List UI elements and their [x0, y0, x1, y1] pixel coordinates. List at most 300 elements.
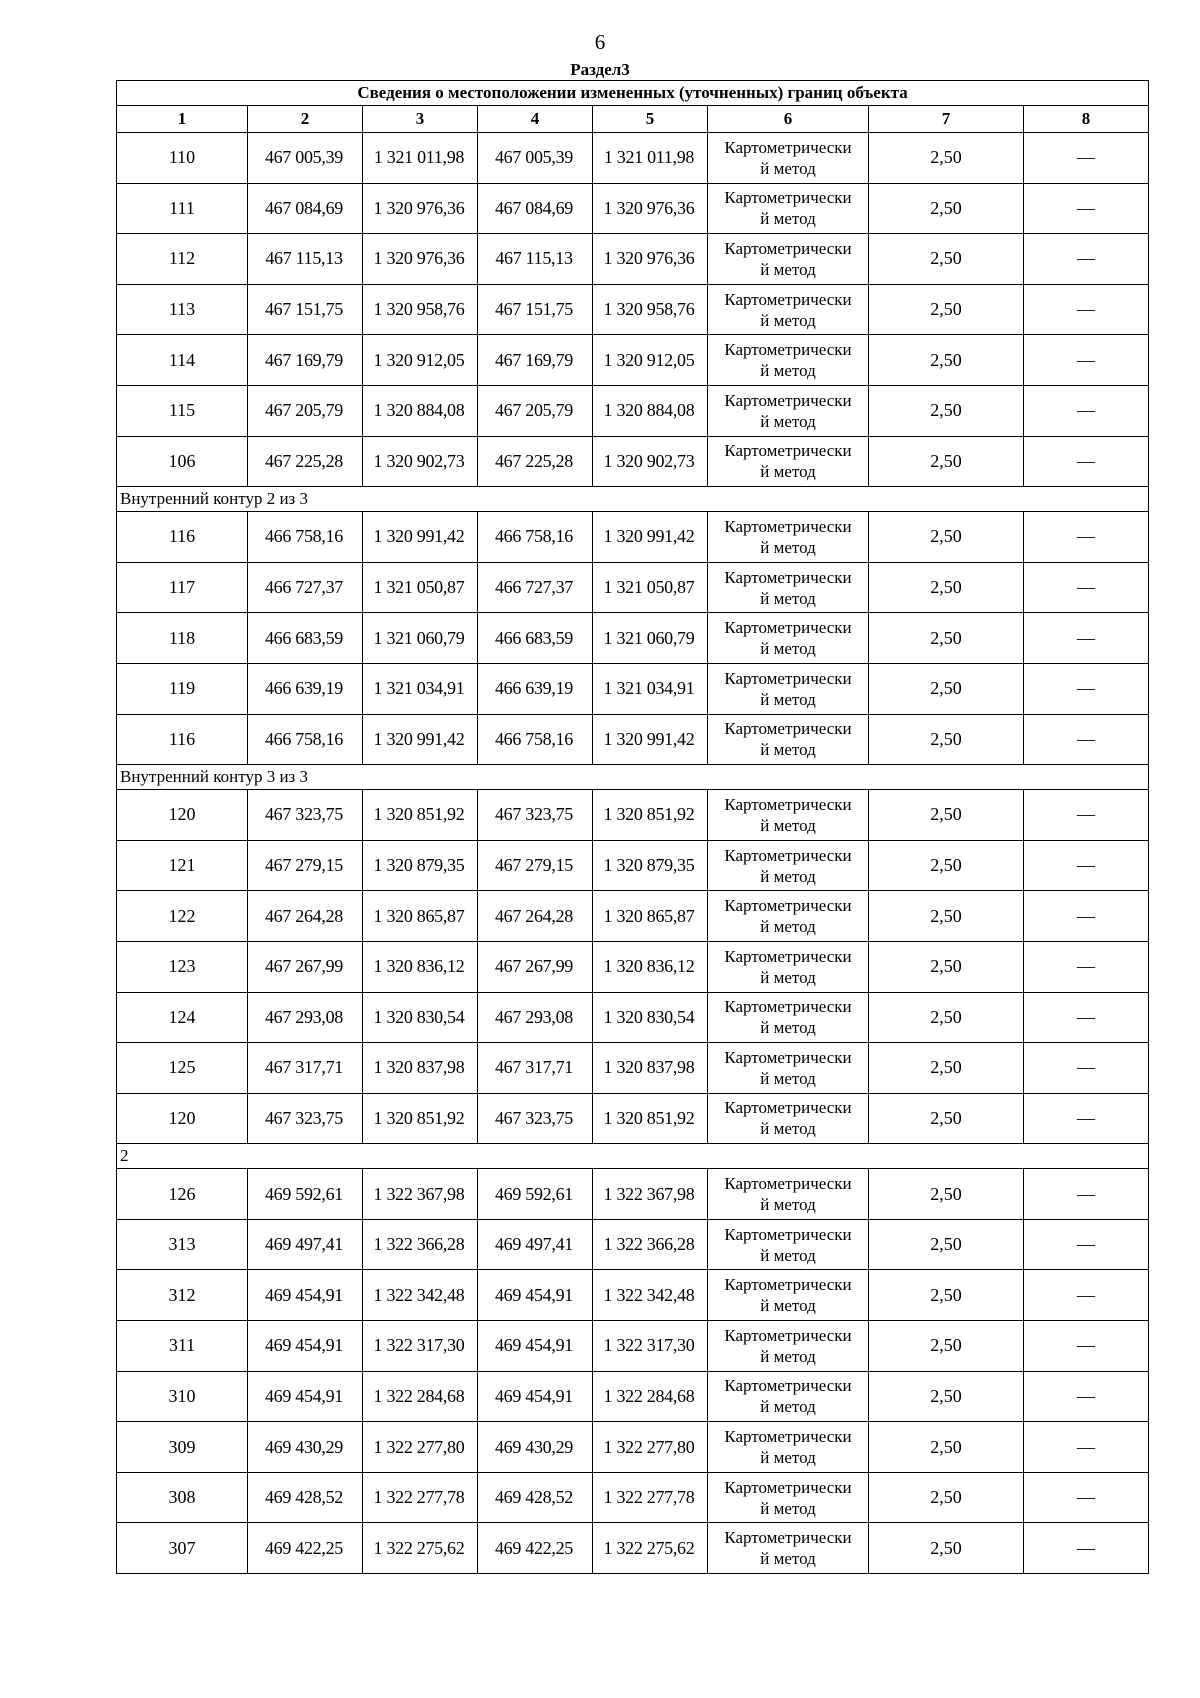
x-refined-cell: 467 151,75: [478, 284, 593, 335]
point-number-cell: 116: [117, 512, 248, 563]
table-row: [117, 1169, 1149, 1220]
x-existing-cell: 469 428,52: [248, 1472, 363, 1523]
x-refined-cell: 467 323,75: [478, 1093, 593, 1144]
x-refined-cell: 466 683,59: [478, 613, 593, 664]
method-cell: [708, 1472, 869, 1523]
method-line-1: Картометрически: [724, 1427, 852, 1447]
method-line-1: Картометрически: [724, 1174, 852, 1194]
y-existing-cell: 1 320 865,87: [363, 891, 478, 942]
y-refined-cell: 1 320 958,76: [593, 284, 708, 335]
y-existing-cell: 1 320 991,42: [363, 512, 478, 563]
point-number-cell: 116: [117, 714, 248, 765]
accuracy-cell: 2,50: [869, 663, 1024, 714]
accuracy-cell: 2,50: [869, 891, 1024, 942]
y-refined-cell: 1 322 367,98: [593, 1169, 708, 1220]
x-existing-cell: 469 430,29: [248, 1422, 363, 1473]
point-number-cell: 311: [117, 1321, 248, 1372]
x-existing-cell: 469 497,41: [248, 1219, 363, 1270]
x-refined-cell: 467 317,71: [478, 1043, 593, 1094]
y-existing-cell: 1 322 277,78: [363, 1472, 478, 1523]
point-number-cell: 308: [117, 1472, 248, 1523]
method-cell: [708, 1093, 869, 1144]
x-refined-cell: 469 422,25: [478, 1523, 593, 1574]
x-existing-cell: 467 115,13: [248, 234, 363, 285]
y-existing-cell: 1 321 011,98: [363, 133, 478, 184]
method-line-2: й метод: [760, 537, 816, 557]
table-row: [117, 436, 1149, 487]
method-line-1: Картометрически: [724, 289, 852, 309]
x-existing-cell: 467 225,28: [248, 436, 363, 487]
note-cell: —: [1024, 234, 1149, 285]
method-line-1: Картометрически: [724, 1477, 852, 1497]
y-refined-cell: 1 321 050,87: [593, 562, 708, 613]
column-number: 5: [593, 106, 708, 133]
y-refined-cell: 1 320 884,08: [593, 385, 708, 436]
y-existing-cell: 1 320 976,36: [363, 234, 478, 285]
note-cell: —: [1024, 1371, 1149, 1422]
note-cell: —: [1024, 1270, 1149, 1321]
method-line-2: й метод: [760, 1397, 816, 1417]
x-refined-cell: 466 639,19: [478, 663, 593, 714]
point-number-cell: 113: [117, 284, 248, 335]
y-refined-cell: 1 322 284,68: [593, 1371, 708, 1422]
accuracy-cell: 2,50: [869, 992, 1024, 1043]
method-line-2: й метод: [760, 411, 816, 431]
x-existing-cell: 467 151,75: [248, 284, 363, 335]
table-row: [117, 663, 1149, 714]
y-refined-cell: 1 320 991,42: [593, 714, 708, 765]
note-cell: —: [1024, 1169, 1149, 1220]
note-cell: —: [1024, 1093, 1149, 1144]
accuracy-cell: 2,50: [869, 1321, 1024, 1372]
method-line-2: й метод: [760, 1195, 816, 1215]
note-cell: —: [1024, 335, 1149, 386]
note-cell: —: [1024, 133, 1149, 184]
table-row: [117, 1219, 1149, 1270]
x-refined-cell: 466 758,16: [478, 714, 593, 765]
note-cell: —: [1024, 1219, 1149, 1270]
x-refined-cell: 467 267,99: [478, 941, 593, 992]
table-row: [117, 891, 1149, 942]
y-existing-cell: 1 320 851,92: [363, 1093, 478, 1144]
method-cell: [708, 1219, 869, 1270]
note-cell: —: [1024, 183, 1149, 234]
y-refined-cell: 1 320 851,92: [593, 790, 708, 841]
x-existing-cell: 469 454,91: [248, 1321, 363, 1372]
method-cell: [708, 891, 869, 942]
method-line-2: й метод: [760, 639, 816, 659]
x-existing-cell: 467 169,79: [248, 335, 363, 386]
method-line-2: й метод: [760, 1119, 816, 1139]
method-cell: [708, 335, 869, 386]
note-cell: —: [1024, 1043, 1149, 1094]
point-number-cell: 121: [117, 840, 248, 891]
x-refined-cell: 469 454,91: [478, 1270, 593, 1321]
method-line-2: й метод: [760, 1245, 816, 1265]
y-existing-cell: 1 322 275,62: [363, 1523, 478, 1574]
y-existing-cell: 1 320 837,98: [363, 1043, 478, 1094]
method-line-2: й метод: [760, 361, 816, 381]
y-existing-cell: 1 322 277,80: [363, 1422, 478, 1473]
table-row: [117, 941, 1149, 992]
column-number-row: [117, 106, 1149, 133]
method-line-2: й метод: [760, 1296, 816, 1316]
y-existing-cell: 1 320 912,05: [363, 335, 478, 386]
point-number-cell: 120: [117, 1093, 248, 1144]
y-refined-cell: 1 320 991,42: [593, 512, 708, 563]
accuracy-cell: 2,50: [869, 133, 1024, 184]
method-cell: [708, 133, 869, 184]
table-row: [117, 335, 1149, 386]
y-refined-cell: 1 322 342,48: [593, 1270, 708, 1321]
y-existing-cell: 1 321 034,91: [363, 663, 478, 714]
table-header: [117, 81, 1149, 133]
point-number-cell: 307: [117, 1523, 248, 1574]
note-cell: —: [1024, 512, 1149, 563]
x-refined-cell: 467 264,28: [478, 891, 593, 942]
method-line-1: Картометрически: [724, 567, 852, 587]
method-line-2: й метод: [760, 310, 816, 330]
method-line-1: Картометрически: [724, 896, 852, 916]
method-line-2: й метод: [760, 462, 816, 482]
table-row: [117, 1043, 1149, 1094]
method-cell: [708, 790, 869, 841]
accuracy-cell: 2,50: [869, 335, 1024, 386]
method-line-2: й метод: [760, 209, 816, 229]
point-number-cell: 117: [117, 562, 248, 613]
x-refined-cell: 467 115,13: [478, 234, 593, 285]
method-line-2: й метод: [760, 1549, 816, 1569]
method-cell: [708, 1321, 869, 1372]
method-line-1: Картометрически: [724, 668, 852, 688]
x-refined-cell: 466 758,16: [478, 512, 593, 563]
method-line-2: й метод: [760, 1068, 816, 1088]
method-cell: [708, 436, 869, 487]
accuracy-cell: 2,50: [869, 1472, 1024, 1523]
method-cell: [708, 1371, 869, 1422]
x-refined-cell: 466 727,37: [478, 562, 593, 613]
y-refined-cell: 1 321 011,98: [593, 133, 708, 184]
note-cell: —: [1024, 1472, 1149, 1523]
y-existing-cell: 1 320 991,42: [363, 714, 478, 765]
method-cell: [708, 385, 869, 436]
column-number: 1: [117, 106, 248, 133]
method-cell: [708, 840, 869, 891]
method-line-1: Картометрически: [724, 719, 852, 739]
column-number: 3: [363, 106, 478, 133]
y-existing-cell: 1 322 366,28: [363, 1219, 478, 1270]
x-existing-cell: 466 639,19: [248, 663, 363, 714]
accuracy-cell: 2,50: [869, 1219, 1024, 1270]
y-refined-cell: 1 321 034,91: [593, 663, 708, 714]
note-cell: —: [1024, 436, 1149, 487]
y-refined-cell: 1 320 976,36: [593, 234, 708, 285]
accuracy-cell: 2,50: [869, 1371, 1024, 1422]
accuracy-cell: 2,50: [869, 512, 1024, 563]
table-row: [117, 512, 1149, 563]
method-cell: [708, 1422, 869, 1473]
y-refined-cell: 1 322 275,62: [593, 1523, 708, 1574]
x-refined-cell: 469 428,52: [478, 1472, 593, 1523]
y-existing-cell: 1 322 317,30: [363, 1321, 478, 1372]
x-existing-cell: 466 758,16: [248, 512, 363, 563]
table-row: [117, 1093, 1149, 1144]
accuracy-cell: 2,50: [869, 1270, 1024, 1321]
method-line-2: й метод: [760, 740, 816, 760]
contour-group-label: 2: [117, 1144, 1149, 1169]
x-existing-cell: 466 727,37: [248, 562, 363, 613]
note-cell: —: [1024, 891, 1149, 942]
contour-group-row: [117, 1144, 1149, 1169]
point-number-cell: 125: [117, 1043, 248, 1094]
x-refined-cell: 467 005,39: [478, 133, 593, 184]
table-row: [117, 133, 1149, 184]
x-existing-cell: 467 317,71: [248, 1043, 363, 1094]
method-line-1: Картометрически: [724, 1376, 852, 1396]
method-line-2: й метод: [760, 1018, 816, 1038]
point-number-cell: 120: [117, 790, 248, 841]
table-caption: Сведения о местоположении измененных (уточненных) границ объекта: [117, 81, 1149, 106]
point-number-cell: 118: [117, 613, 248, 664]
column-number: 6: [708, 106, 869, 133]
accuracy-cell: 2,50: [869, 1422, 1024, 1473]
accuracy-cell: 2,50: [869, 284, 1024, 335]
method-line-1: Картометрически: [724, 946, 852, 966]
method-cell: [708, 1523, 869, 1574]
column-number: 7: [869, 106, 1024, 133]
x-existing-cell: 467 005,39: [248, 133, 363, 184]
x-refined-cell: 469 430,29: [478, 1422, 593, 1473]
accuracy-cell: 2,50: [869, 436, 1024, 487]
x-existing-cell: 469 454,91: [248, 1270, 363, 1321]
note-cell: —: [1024, 790, 1149, 841]
point-number-cell: 126: [117, 1169, 248, 1220]
y-refined-cell: 1 320 976,36: [593, 183, 708, 234]
table-row: [117, 790, 1149, 841]
x-existing-cell: 469 454,91: [248, 1371, 363, 1422]
accuracy-cell: 2,50: [869, 840, 1024, 891]
note-cell: —: [1024, 385, 1149, 436]
y-existing-cell: 1 321 050,87: [363, 562, 478, 613]
method-cell: [708, 284, 869, 335]
x-existing-cell: 467 264,28: [248, 891, 363, 942]
method-cell: [708, 941, 869, 992]
note-cell: —: [1024, 613, 1149, 664]
note-cell: —: [1024, 714, 1149, 765]
method-cell: [708, 512, 869, 563]
method-line-1: Картометрически: [724, 1224, 852, 1244]
x-existing-cell: 467 205,79: [248, 385, 363, 436]
note-cell: —: [1024, 941, 1149, 992]
method-line-1: Картометрически: [724, 441, 852, 461]
method-line-1: Картометрически: [724, 516, 852, 536]
x-existing-cell: 469 422,25: [248, 1523, 363, 1574]
method-line-2: й метод: [760, 917, 816, 937]
note-cell: —: [1024, 840, 1149, 891]
note-cell: —: [1024, 1422, 1149, 1473]
table-row: [117, 562, 1149, 613]
x-refined-cell: 469 497,41: [478, 1219, 593, 1270]
method-cell: [708, 663, 869, 714]
y-existing-cell: 1 322 367,98: [363, 1169, 478, 1220]
method-line-2: й метод: [760, 259, 816, 279]
accuracy-cell: 2,50: [869, 1523, 1024, 1574]
x-refined-cell: 469 592,61: [478, 1169, 593, 1220]
method-cell: [708, 1169, 869, 1220]
contour-group-row: [117, 765, 1149, 790]
contour-group-label: Внутренний контур 2 из 3: [117, 487, 1149, 512]
y-refined-cell: 1 320 830,54: [593, 992, 708, 1043]
x-existing-cell: 469 592,61: [248, 1169, 363, 1220]
y-existing-cell: 1 322 284,68: [363, 1371, 478, 1422]
column-number: 2: [248, 106, 363, 133]
method-cell: [708, 613, 869, 664]
table-row: [117, 1321, 1149, 1372]
note-cell: —: [1024, 663, 1149, 714]
x-refined-cell: 467 205,79: [478, 385, 593, 436]
method-line-2: й метод: [760, 1498, 816, 1518]
x-refined-cell: 467 293,08: [478, 992, 593, 1043]
method-line-2: й метод: [760, 588, 816, 608]
table-row: [117, 1422, 1149, 1473]
column-number: 4: [478, 106, 593, 133]
y-refined-cell: 1 320 879,35: [593, 840, 708, 891]
accuracy-cell: 2,50: [869, 234, 1024, 285]
x-existing-cell: 467 267,99: [248, 941, 363, 992]
point-number-cell: 112: [117, 234, 248, 285]
y-existing-cell: 1 320 836,12: [363, 941, 478, 992]
y-refined-cell: 1 320 902,73: [593, 436, 708, 487]
method-line-2: й метод: [760, 815, 816, 835]
point-number-cell: 313: [117, 1219, 248, 1270]
y-refined-cell: 1 322 277,78: [593, 1472, 708, 1523]
x-refined-cell: 467 279,15: [478, 840, 593, 891]
y-refined-cell: 1 320 837,98: [593, 1043, 708, 1094]
point-number-cell: 111: [117, 183, 248, 234]
y-refined-cell: 1 320 865,87: [593, 891, 708, 942]
x-existing-cell: 467 323,75: [248, 790, 363, 841]
method-line-2: й метод: [760, 1448, 816, 1468]
table-row: [117, 714, 1149, 765]
table-row: [117, 613, 1149, 664]
contour-group-row: [117, 487, 1149, 512]
accuracy-cell: 2,50: [869, 183, 1024, 234]
method-cell: [708, 992, 869, 1043]
method-line-1: Картометрически: [724, 1528, 852, 1548]
point-number-cell: 312: [117, 1270, 248, 1321]
point-number-cell: 123: [117, 941, 248, 992]
accuracy-cell: 2,50: [869, 385, 1024, 436]
point-number-cell: 122: [117, 891, 248, 942]
table-body: [117, 133, 1149, 1574]
accuracy-cell: 2,50: [869, 562, 1024, 613]
method-line-1: Картометрически: [724, 1325, 852, 1345]
point-number-cell: 114: [117, 335, 248, 386]
y-existing-cell: 1 320 958,76: [363, 284, 478, 335]
method-line-2: й метод: [760, 158, 816, 178]
y-existing-cell: 1 320 884,08: [363, 385, 478, 436]
y-refined-cell: 1 322 317,30: [593, 1321, 708, 1372]
table-row: [117, 1523, 1149, 1574]
method-line-1: Картометрически: [724, 390, 852, 410]
point-number-cell: 115: [117, 385, 248, 436]
y-refined-cell: 1 320 912,05: [593, 335, 708, 386]
section-title: Раздел3: [570, 60, 630, 79]
x-refined-cell: 467 084,69: [478, 183, 593, 234]
method-line-2: й метод: [760, 1346, 816, 1366]
accuracy-cell: 2,50: [869, 1093, 1024, 1144]
table-row: [117, 183, 1149, 234]
y-existing-cell: 1 321 060,79: [363, 613, 478, 664]
accuracy-cell: 2,50: [869, 613, 1024, 664]
table-row: [117, 992, 1149, 1043]
y-refined-cell: 1 321 060,79: [593, 613, 708, 664]
point-number-cell: 310: [117, 1371, 248, 1422]
point-number-cell: 119: [117, 663, 248, 714]
x-refined-cell: 467 169,79: [478, 335, 593, 386]
x-existing-cell: 467 084,69: [248, 183, 363, 234]
x-refined-cell: 467 323,75: [478, 790, 593, 841]
method-line-1: Картометрически: [724, 618, 852, 638]
note-cell: —: [1024, 284, 1149, 335]
method-line-1: Картометрически: [724, 188, 852, 208]
point-number-cell: 309: [117, 1422, 248, 1473]
contour-group-label: Внутренний контур 3 из 3: [117, 765, 1149, 790]
method-cell: [708, 234, 869, 285]
method-cell: [708, 1043, 869, 1094]
point-number-cell: 106: [117, 436, 248, 487]
method-line-2: й метод: [760, 866, 816, 886]
y-existing-cell: 1 320 902,73: [363, 436, 478, 487]
y-existing-cell: 1 320 851,92: [363, 790, 478, 841]
method-line-2: й метод: [760, 689, 816, 709]
y-refined-cell: 1 320 851,92: [593, 1093, 708, 1144]
y-existing-cell: 1 320 879,35: [363, 840, 478, 891]
method-cell: [708, 714, 869, 765]
accuracy-cell: 2,50: [869, 1169, 1024, 1220]
note-cell: —: [1024, 1321, 1149, 1372]
x-existing-cell: 467 293,08: [248, 992, 363, 1043]
method-cell: [708, 1270, 869, 1321]
accuracy-cell: 2,50: [869, 1043, 1024, 1094]
point-number-cell: 124: [117, 992, 248, 1043]
point-number-cell: 110: [117, 133, 248, 184]
table-row: [117, 1270, 1149, 1321]
accuracy-cell: 2,50: [869, 941, 1024, 992]
table-row: [117, 234, 1149, 285]
accuracy-cell: 2,50: [869, 790, 1024, 841]
x-existing-cell: 467 323,75: [248, 1093, 363, 1144]
method-line-1: Картометрически: [724, 137, 852, 157]
page-number: 6: [594, 30, 606, 54]
y-existing-cell: 1 320 830,54: [363, 992, 478, 1043]
x-refined-cell: 467 225,28: [478, 436, 593, 487]
table-row: [117, 284, 1149, 335]
method-line-1: Картометрически: [724, 1275, 852, 1295]
table-row: [117, 385, 1149, 436]
method-line-1: Картометрически: [724, 340, 852, 360]
y-refined-cell: 1 320 836,12: [593, 941, 708, 992]
note-cell: —: [1024, 992, 1149, 1043]
y-refined-cell: 1 322 366,28: [593, 1219, 708, 1270]
x-existing-cell: 466 683,59: [248, 613, 363, 664]
method-cell: [708, 562, 869, 613]
method-cell: [708, 183, 869, 234]
method-line-1: Картометрически: [724, 238, 852, 258]
table-row: [117, 1472, 1149, 1523]
column-number: 8: [1024, 106, 1149, 133]
accuracy-cell: 2,50: [869, 714, 1024, 765]
